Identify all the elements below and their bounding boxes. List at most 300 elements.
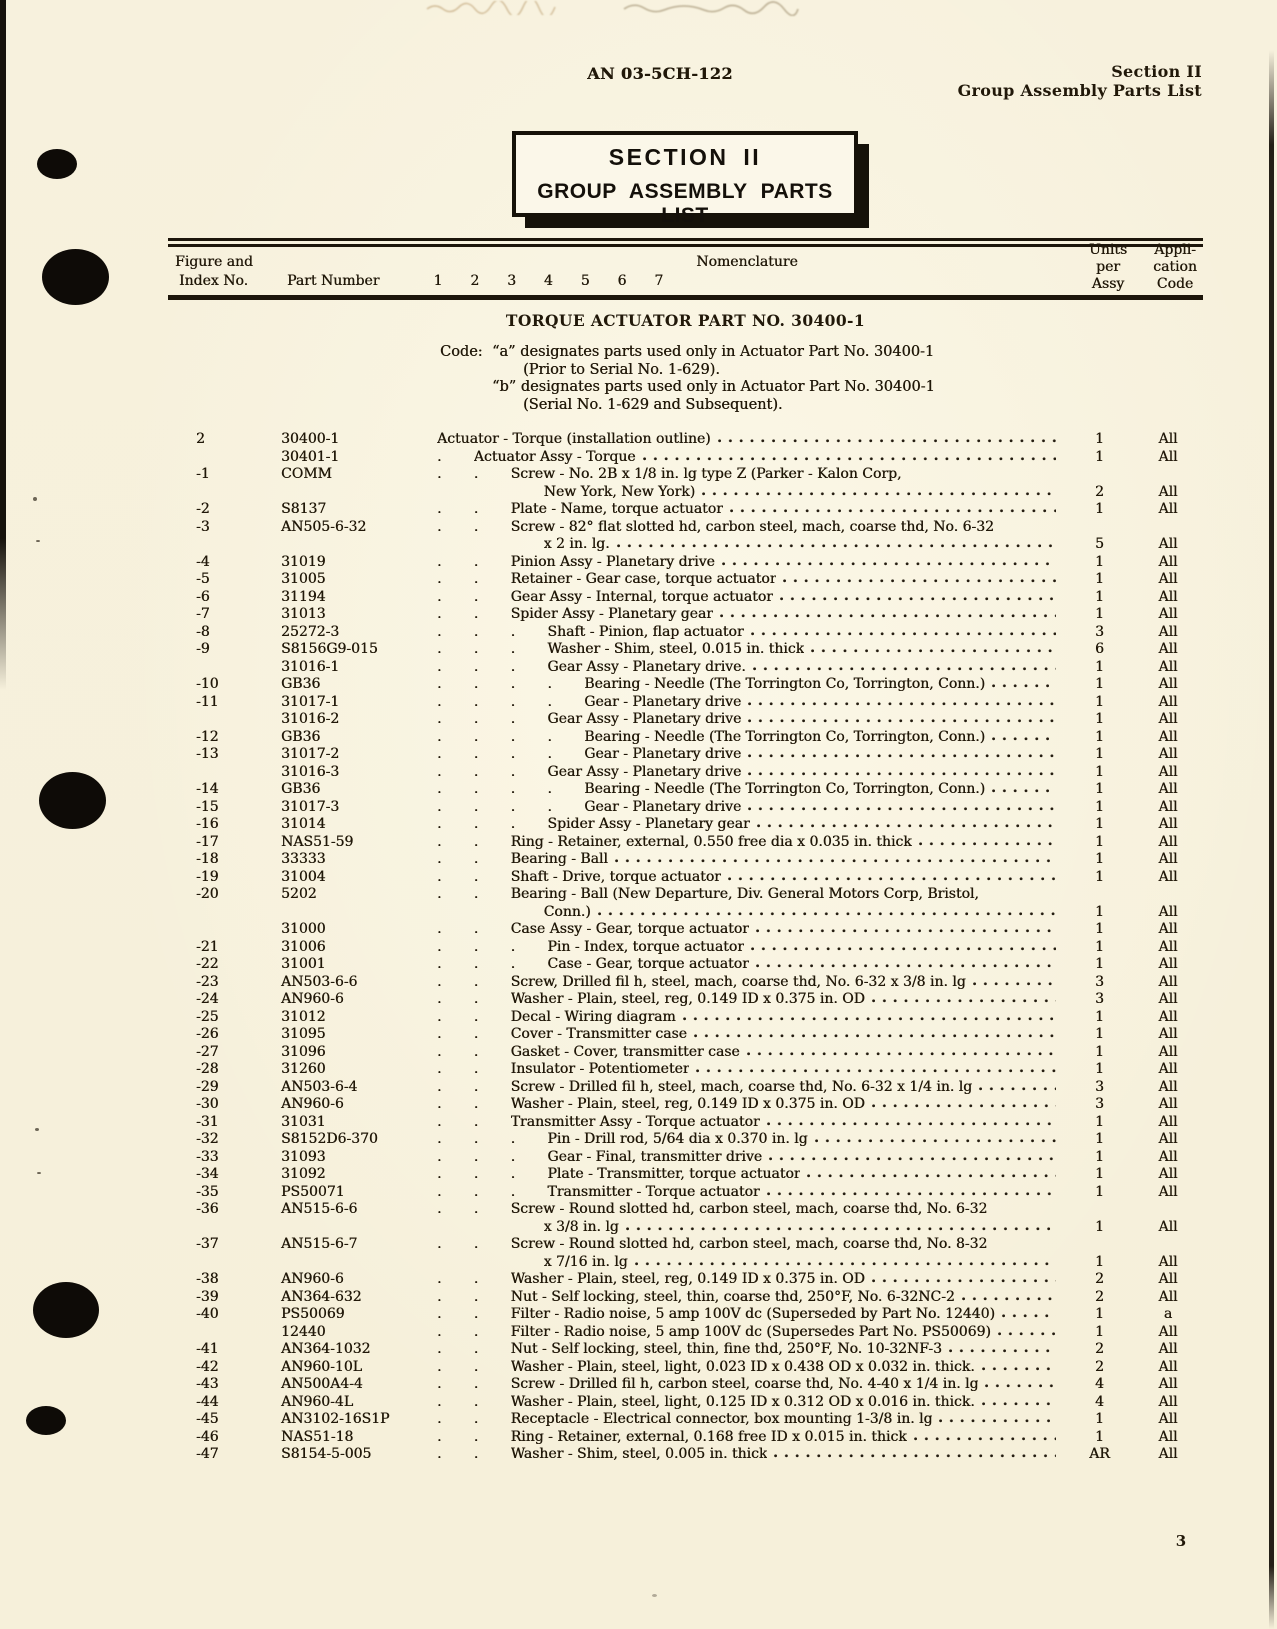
indent-dot: .	[437, 746, 442, 762]
units-cell: 4	[1095, 1393, 1104, 1410]
part-number-cell: S8152D6-370	[281, 1131, 378, 1147]
units-cell: 1	[1095, 903, 1104, 920]
parts-row-line	[168, 589, 1203, 607]
parts-row-line	[168, 659, 1203, 677]
figure-index-cell: -16	[196, 816, 219, 832]
nomenclature-cell: Case Assy - Gear, torque actuator	[510, 921, 749, 937]
scan-speck	[33, 497, 37, 501]
application-code-cell: All	[1158, 1376, 1178, 1392]
dot-leader	[962, 1297, 1056, 1301]
part-number-cell: 31017-2	[281, 746, 340, 762]
part-number-cell: 31194	[281, 588, 326, 605]
section-box-subtitle: GROUP ASSEMBLY PARTS LIST	[537, 180, 833, 227]
parts-row-line	[168, 1026, 1203, 1044]
parts-row-line	[168, 484, 1203, 502]
part-number-cell: AN505-6-32	[281, 518, 367, 535]
code-note-line: “a” designates parts used only in Actuator Part No. 30400-1	[492, 344, 935, 360]
units-cell: 1	[1095, 1183, 1104, 1200]
nomenclature-cell: Washer - Shim, steel, 0.015 in. thick	[547, 641, 805, 657]
application-code-cell: All	[1158, 448, 1178, 465]
part-number-cell: AN364-632	[281, 1288, 362, 1305]
scan-left-edge	[0, 0, 6, 690]
application-code-cell: All	[1158, 1428, 1178, 1445]
part-number-cell: 31004	[281, 868, 326, 885]
units-cell: 1	[1095, 816, 1104, 832]
indent-dot: .	[437, 606, 442, 622]
dot-leader	[598, 912, 1056, 916]
nomenclature-cell: Washer - Plain, steel, reg, 0.149 ID x 0.375 in. OD	[510, 991, 865, 1007]
application-code-cell: All	[1158, 1026, 1178, 1042]
indent-dot: .	[473, 1341, 479, 1357]
indent-dot: .	[473, 1008, 479, 1025]
dot-leader	[767, 1192, 1056, 1196]
units-cell: 1	[1095, 1323, 1104, 1340]
figure-index-cell: -13	[196, 746, 219, 762]
parts-row-line	[168, 1184, 1203, 1202]
parts-row-line	[168, 956, 1203, 974]
scan-smudge	[425, 1, 575, 15]
application-code-cell: All	[1158, 728, 1178, 745]
parts-row-line	[168, 571, 1203, 589]
indent-dot: .	[437, 886, 442, 902]
indent-dot: .	[437, 518, 442, 535]
parts-row-line	[168, 1394, 1203, 1412]
dot-leader	[696, 1069, 1056, 1073]
nomenclature-cell: Gear Assy - Internal, torque actuator	[510, 588, 773, 605]
indent-dot: .	[473, 553, 479, 570]
part-number-cell: S8154-5-005	[281, 1446, 372, 1462]
part-number-cell: COMM	[281, 466, 332, 482]
nomenclature-cell: Shaft - Pinion, flap actuator	[547, 623, 744, 640]
col-header-nomenclature: Nomenclature	[696, 254, 798, 270]
part-number-cell: AN960-6	[281, 1271, 344, 1287]
nomenclature-cell: Gasket - Cover, transmitter case	[510, 1043, 740, 1060]
application-code-cell: All	[1158, 1358, 1178, 1375]
indent-dot: .	[473, 641, 479, 657]
scan-speck	[652, 1594, 657, 1597]
indent-dot: .	[437, 623, 442, 640]
parts-row-line	[168, 554, 1203, 572]
figure-index-cell: -5	[196, 571, 210, 587]
application-code-cell: All	[1158, 1096, 1178, 1112]
nomenclature-cell: Washer - Plain, steel, reg, 0.149 ID x 0.375 in. OD	[510, 1096, 865, 1112]
figure-index-cell: -3	[196, 518, 210, 535]
indent-dot: .	[473, 921, 479, 937]
indent-dot: .	[437, 1358, 442, 1375]
application-code-cell: All	[1158, 1131, 1178, 1147]
nomenclature-cell: Bearing - Needle (The Torrington Co, Torrington, Conn.)	[584, 728, 986, 745]
figure-index-cell: -30	[196, 1096, 219, 1112]
part-number-cell: GB36	[281, 728, 321, 745]
parts-row-line	[168, 624, 1203, 642]
dot-leader	[914, 1437, 1056, 1441]
part-number-cell: S8156G9-015	[281, 641, 378, 657]
indent-dot: .	[437, 553, 442, 570]
indent-dot: .	[473, 1288, 479, 1305]
indent-dot: .	[473, 1428, 479, 1445]
parts-row-line	[168, 1044, 1203, 1062]
dot-leader	[751, 632, 1056, 636]
application-code-cell: All	[1158, 903, 1178, 920]
dot-leader	[702, 492, 1056, 496]
units-cell: 1	[1095, 711, 1104, 727]
part-number-cell: 31096	[281, 1043, 326, 1060]
units-cell: 2	[1095, 1271, 1104, 1287]
dot-leader	[767, 1122, 1056, 1126]
parts-row-line	[168, 1359, 1203, 1377]
parts-row-line	[168, 1324, 1203, 1342]
indent-dot: .	[437, 956, 442, 972]
indent-dot: .	[510, 938, 516, 955]
units-cell: 1	[1095, 956, 1104, 972]
dot-leader	[774, 1454, 1056, 1458]
part-number-cell: AN960-6	[281, 1096, 344, 1112]
application-code-cell: All	[1158, 816, 1178, 832]
parts-row-line	[168, 1079, 1203, 1097]
indent-dot: .	[510, 1148, 516, 1165]
nomenclature-cell: x 2 in. lg.	[543, 536, 610, 552]
parts-row-line	[168, 816, 1203, 834]
units-cell: 1	[1095, 1026, 1104, 1042]
code-note-label: Code:	[440, 344, 483, 360]
nomenclature-cell: Gear - Final, transmitter drive	[547, 1148, 763, 1165]
section-title-box	[512, 131, 858, 227]
indent-dot: .	[473, 1306, 479, 1322]
indent-dot: .	[510, 1131, 516, 1147]
nomenclature-cell: Nut - Self locking, steel, thin, fine thd, 250°F, No. 10-32NF-3	[510, 1341, 942, 1357]
assembly-title: TORQUE ACTUATOR PART NO. 30400-1	[505, 311, 866, 330]
figure-index-cell: -35	[196, 1183, 219, 1200]
dot-leader	[973, 982, 1056, 986]
part-number-cell: 31031	[281, 1113, 326, 1130]
nomenclature-cell: x 7/16 in. lg	[543, 1253, 628, 1270]
parts-list	[168, 431, 1203, 1464]
nomenclature-cell: Receptacle - Electrical connector, box mounting 1-3/8 in. lg	[510, 1411, 933, 1427]
dot-leader	[939, 1419, 1056, 1423]
application-code-cell: All	[1158, 571, 1178, 587]
parts-row-line	[168, 939, 1203, 957]
scan-speck	[37, 1172, 41, 1174]
nomenclature-cell: Gear - Planetary drive	[584, 798, 742, 815]
indent-dot: .	[473, 851, 479, 867]
nomenclature-cell: Cover - Transmitter case	[510, 1026, 687, 1042]
application-code-cell: All	[1158, 1113, 1178, 1130]
col-header-level-7: 7	[654, 273, 664, 289]
parts-row-line	[168, 851, 1203, 869]
units-cell: 2	[1095, 483, 1104, 500]
col-header-units-1: Units	[1088, 242, 1128, 258]
indent-dot: .	[437, 501, 442, 517]
part-number-cell: 25272-3	[281, 623, 340, 640]
parts-row-line	[168, 991, 1203, 1009]
part-number-cell: NAS51-18	[281, 1428, 354, 1445]
part-number-cell: AN364-1032	[281, 1341, 371, 1357]
part-number-cell: AN503-6-4	[281, 1078, 358, 1095]
indent-dot: .	[437, 1393, 442, 1410]
part-number-cell: 31019	[281, 553, 326, 570]
indent-dot: .	[473, 956, 479, 972]
application-code-cell: All	[1158, 1043, 1178, 1060]
figure-index-cell: -46	[196, 1428, 219, 1445]
application-code-cell: All	[1158, 1166, 1178, 1182]
nomenclature-cell: Bearing - Ball	[510, 851, 608, 867]
dot-leader	[872, 1104, 1056, 1108]
parts-row-line	[168, 519, 1203, 537]
indent-dot: .	[437, 1341, 442, 1357]
dot-leader	[753, 667, 1056, 671]
indent-dot: .	[437, 851, 442, 867]
units-cell: 2	[1095, 1341, 1104, 1357]
indent-dot: .	[437, 711, 442, 727]
figure-index-cell: -15	[196, 798, 219, 815]
indent-dot: .	[437, 1026, 442, 1042]
dot-leader	[998, 1332, 1056, 1336]
dot-leader	[992, 789, 1056, 793]
dot-leader	[747, 1052, 1056, 1056]
figure-index-cell: -38	[196, 1271, 219, 1287]
application-code-cell: All	[1158, 1323, 1178, 1340]
indent-dot: .	[473, 1061, 479, 1077]
part-number-cell: 31012	[281, 1008, 326, 1025]
units-cell: 1	[1095, 798, 1104, 815]
parts-row-line	[168, 641, 1203, 659]
indent-dot: .	[473, 886, 479, 902]
scan-speck	[36, 540, 40, 542]
part-number-cell: 31005	[281, 571, 326, 587]
nomenclature-cell: Conn.)	[543, 903, 591, 920]
dot-leader	[615, 859, 1056, 863]
dot-leader	[780, 597, 1056, 601]
indent-dot: .	[473, 466, 479, 482]
nomenclature-cell: Transmitter Assy - Torque actuator	[510, 1113, 760, 1130]
indent-dot: .	[473, 1358, 479, 1375]
dot-leader	[748, 719, 1056, 723]
units-cell: 3	[1095, 1096, 1104, 1112]
application-code-cell: All	[1158, 536, 1178, 552]
header-section-sublabel: Group Assembly Parts List	[957, 81, 1202, 100]
indent-dot: .	[437, 1323, 442, 1340]
units-cell: 1	[1095, 1411, 1104, 1427]
units-cell: 1	[1095, 553, 1104, 570]
units-cell: 1	[1095, 606, 1104, 622]
indent-dot: .	[437, 1376, 442, 1392]
indent-dot: .	[547, 676, 552, 692]
units-cell: 3	[1095, 991, 1104, 1007]
application-code-cell: All	[1158, 833, 1178, 850]
indent-dot: .	[510, 728, 516, 745]
application-code-cell: All	[1158, 973, 1178, 990]
application-code-cell: All	[1158, 746, 1178, 762]
units-cell: 2	[1095, 1358, 1104, 1375]
figure-index-cell: 2	[196, 431, 205, 447]
figure-index-cell: -20	[196, 886, 219, 902]
units-cell: 3	[1095, 973, 1104, 990]
figure-index-cell: -2	[196, 501, 210, 517]
nomenclature-cell: Washer - Plain, steel, light, 0.023 ID x 0.438 OD x 0.032 in. thick.	[510, 1358, 975, 1375]
units-cell: 1	[1095, 1061, 1104, 1077]
indent-dot: .	[473, 973, 479, 990]
indent-dot: .	[437, 833, 442, 850]
parts-row-line	[168, 1166, 1203, 1184]
units-cell: 1	[1095, 1043, 1104, 1060]
nomenclature-cell: Nut - Self locking, steel, thin, coarse thd, 250°F, No. 6-32NC-2	[510, 1288, 955, 1305]
binder-hole-mark	[39, 772, 106, 829]
indent-dot: .	[437, 1148, 442, 1165]
indent-dot: .	[437, 781, 442, 797]
application-code-cell: All	[1158, 1218, 1178, 1235]
figure-index-cell: -37	[196, 1236, 219, 1252]
dot-leader	[1002, 1314, 1056, 1318]
application-code-cell: a	[1163, 1306, 1173, 1322]
figure-index-cell: -17	[196, 833, 219, 850]
parts-row-line	[168, 1131, 1203, 1149]
dot-leader	[949, 1349, 1056, 1353]
nomenclature-cell: Gear Assy - Planetary drive	[547, 763, 742, 780]
part-number-cell: 33333	[281, 851, 326, 867]
indent-dot: .	[437, 676, 442, 692]
parts-row-line	[168, 764, 1203, 782]
dot-leader	[718, 439, 1056, 443]
dot-leader	[722, 562, 1056, 566]
col-header-part-number: Part Number	[287, 273, 380, 289]
figure-index-cell: -33	[196, 1148, 219, 1165]
indent-dot: .	[510, 1166, 516, 1182]
scan-speck	[35, 1128, 39, 1131]
col-header-application-3: Code	[1156, 276, 1194, 292]
units-cell: 1	[1095, 1131, 1104, 1147]
indent-dot: .	[473, 1393, 479, 1410]
parts-row-line	[168, 694, 1203, 712]
header-section-label: Section II	[1111, 62, 1202, 81]
nomenclature-cell: Bearing - Ball (New Departure, Div. General Motors Corp, Bristol,	[510, 886, 979, 902]
parts-row-line	[168, 869, 1203, 887]
units-cell: 1	[1095, 431, 1104, 447]
units-cell: 1	[1095, 868, 1104, 885]
indent-dot: .	[437, 1236, 442, 1252]
nomenclature-cell: Gear Assy - Planetary drive	[547, 711, 742, 727]
nomenclature-cell: Insulator - Potentiometer	[510, 1061, 690, 1077]
code-note-line: (Serial No. 1-629 and Subsequent).	[523, 396, 783, 413]
application-code-cell: All	[1158, 431, 1178, 447]
table-header-rule	[168, 295, 1203, 300]
col-header-level-6: 6	[617, 273, 627, 289]
units-cell: 1	[1095, 693, 1104, 710]
col-header-indent-levels	[433, 273, 713, 289]
indent-dot: .	[473, 1323, 479, 1340]
dot-leader	[982, 1367, 1056, 1371]
units-cell: 1	[1095, 851, 1104, 867]
parts-row-line	[168, 1236, 1203, 1254]
parts-row-line	[168, 1149, 1203, 1167]
parts-row-line	[168, 1061, 1203, 1079]
parts-row-line	[168, 904, 1203, 922]
dot-leader	[748, 702, 1056, 706]
units-cell: 1	[1095, 921, 1104, 937]
indent-dot: .	[437, 1288, 442, 1305]
application-code-cell: All	[1158, 483, 1178, 500]
indent-dot: .	[437, 1113, 442, 1130]
nomenclature-cell: Spider Assy - Planetary gear	[547, 816, 750, 832]
part-number-cell: NAS51-59	[281, 833, 354, 850]
dot-leader	[748, 772, 1056, 776]
col-header-level-3: 3	[507, 273, 517, 289]
indent-dot: .	[473, 1411, 479, 1427]
units-cell: 1	[1095, 588, 1104, 605]
units-cell: 1	[1095, 1306, 1104, 1322]
nomenclature-cell: Screw - No. 2B x 1/8 in. lg type Z (Parker - Kalon Corp,	[510, 466, 902, 482]
indent-dot: .	[473, 1376, 479, 1392]
units-cell: 1	[1095, 1166, 1104, 1182]
figure-index-cell: -32	[196, 1131, 219, 1147]
figure-index-cell: -47	[196, 1446, 219, 1462]
dot-leader	[992, 684, 1056, 688]
part-number-cell: PS50069	[281, 1306, 345, 1322]
application-code-cell: All	[1158, 501, 1178, 517]
indent-dot: .	[473, 1148, 479, 1165]
indent-dot: .	[473, 1446, 479, 1462]
parts-row-line	[168, 431, 1203, 449]
nomenclature-cell: Washer - Shim, steel, 0.005 in. thick	[510, 1446, 768, 1462]
figure-index-cell: -44	[196, 1393, 219, 1410]
units-cell: 1	[1095, 571, 1104, 587]
units-cell: 4	[1095, 1376, 1104, 1392]
scan-right-edge	[1269, 50, 1274, 1629]
figure-index-cell: -34	[196, 1166, 219, 1182]
indent-dot: .	[437, 1078, 442, 1095]
indent-dot: .	[473, 938, 479, 955]
indent-dot: .	[547, 746, 552, 762]
part-number-cell: 31095	[281, 1026, 326, 1042]
dot-leader	[919, 842, 1056, 846]
units-cell: 1	[1095, 728, 1104, 745]
indent-dot: .	[473, 693, 479, 710]
indent-dot: .	[510, 658, 516, 675]
figure-index-cell: -25	[196, 1008, 219, 1025]
indent-dot: .	[437, 1131, 442, 1147]
units-cell: 1	[1095, 781, 1104, 797]
units-cell: 6	[1095, 641, 1104, 657]
figure-index-cell: -9	[196, 641, 210, 657]
parts-row-line	[168, 799, 1203, 817]
units-cell: 1	[1095, 746, 1104, 762]
nomenclature-cell: Case - Gear, torque actuator	[547, 956, 749, 972]
part-number-cell: 31260	[281, 1061, 326, 1077]
application-code-cell: All	[1158, 588, 1178, 605]
nomenclature-cell: Washer - Plain, steel, reg, 0.149 ID x 0.375 in. OD	[510, 1271, 865, 1287]
parts-row-line	[168, 1446, 1203, 1464]
application-code-cell: All	[1158, 711, 1178, 727]
indent-dot: .	[547, 781, 552, 797]
figure-index-cell: -40	[196, 1306, 219, 1322]
figure-index-cell: -41	[196, 1341, 219, 1357]
indent-dot: .	[437, 1201, 442, 1217]
application-code-cell: All	[1158, 1008, 1178, 1025]
parts-row-line	[168, 1096, 1203, 1114]
part-number-cell: AN500A4-4	[281, 1376, 363, 1392]
figure-index-cell: -18	[196, 851, 219, 867]
application-code-cell: All	[1158, 623, 1178, 640]
application-code-cell: All	[1158, 1341, 1178, 1357]
indent-dot: .	[473, 991, 479, 1007]
figure-index-cell: -6	[196, 588, 210, 605]
indent-dot: .	[437, 763, 442, 780]
figure-index-cell: -29	[196, 1078, 219, 1095]
scan-smudge	[622, 0, 802, 16]
nomenclature-cell: Pinion Assy - Planetary drive	[510, 553, 715, 570]
nomenclature-cell: Screw, Drilled fil h, steel, mach, coarse thd, No. 6-32 x 3/8 in. lg	[510, 973, 966, 990]
table-top-rule	[168, 238, 1203, 241]
units-cell: 2	[1095, 1288, 1104, 1305]
